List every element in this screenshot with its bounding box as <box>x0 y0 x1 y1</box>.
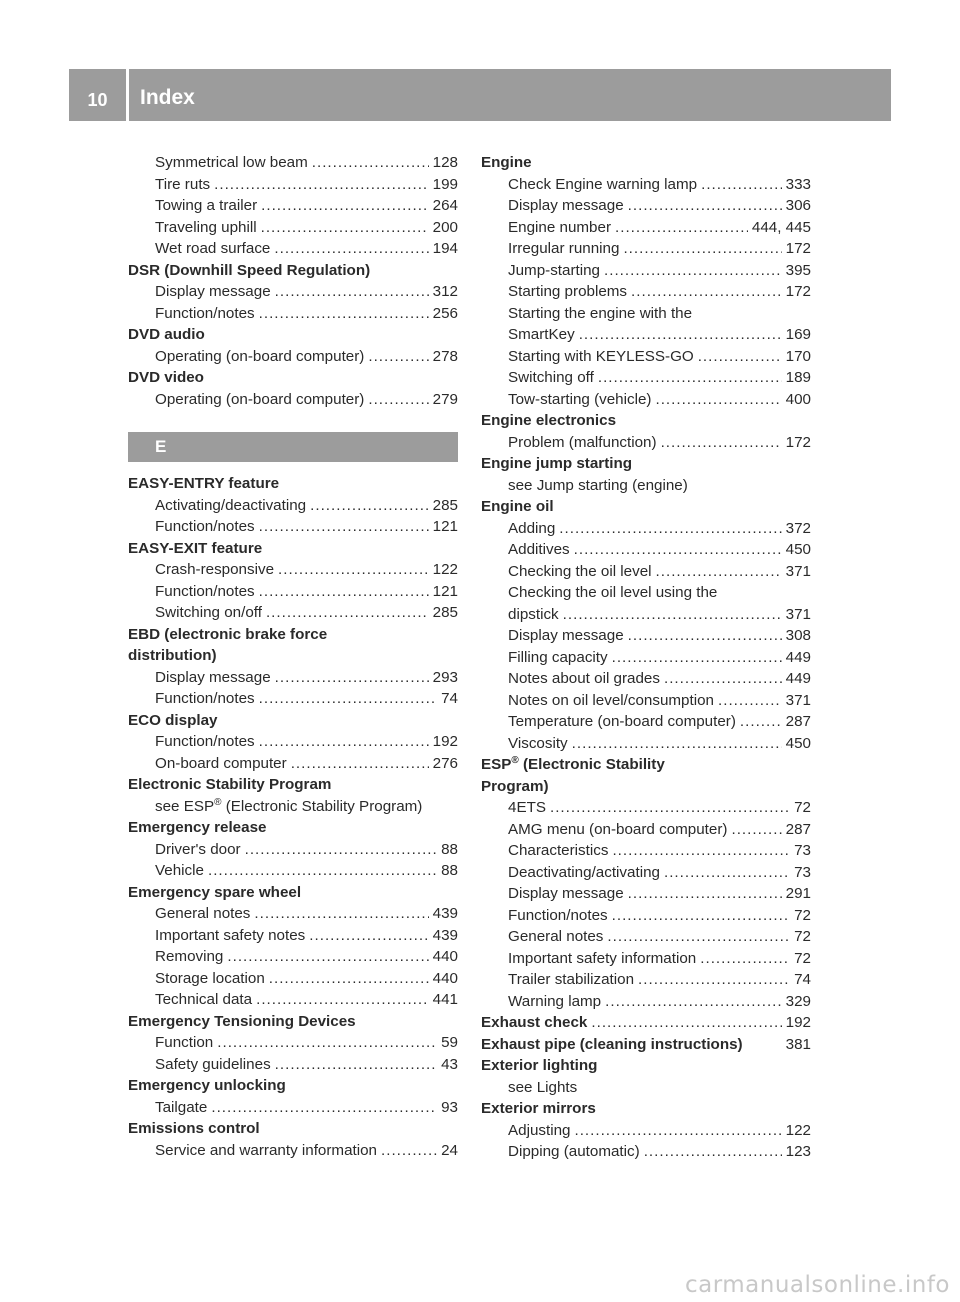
index-entry <box>481 862 811 884</box>
index-heading: Emergency release <box>128 819 267 836</box>
leader-dots <box>275 667 429 689</box>
entry-text: Towing a trailer <box>155 197 258 214</box>
leader-dots <box>214 174 429 196</box>
entry-text: Notes about oil grades <box>508 670 660 687</box>
page-ref: 308 <box>785 627 811 644</box>
entry-text: Important safety information <box>508 949 697 967</box>
entry-text: Checking the oil level <box>508 562 652 580</box>
index-entry <box>481 324 811 346</box>
page-ref: 333 <box>785 175 811 193</box>
leader-dots <box>269 968 429 990</box>
index-entry <box>481 647 811 669</box>
entry-text: Function/notes <box>155 690 255 707</box>
leader-dots <box>550 797 790 819</box>
page-ref: 194 <box>432 240 458 257</box>
leader-dots <box>259 303 429 325</box>
page-header <box>69 69 891 121</box>
entry-text: ESP <box>481 756 512 773</box>
entry-text: Dipping (automatic) <box>508 1143 640 1160</box>
index-entry <box>128 389 458 411</box>
index-heading: EASY-ENTRY feature <box>128 475 280 492</box>
index-heading: Engine jump starting <box>481 455 633 472</box>
index-entry <box>481 905 811 927</box>
index-entry <box>481 733 811 755</box>
index-entry <box>128 495 458 517</box>
leader-dots <box>740 711 782 733</box>
index-entry <box>128 217 458 239</box>
index-entry <box>481 195 811 217</box>
leader-dots <box>310 495 429 517</box>
entry-text: Deactivating/activating <box>508 863 660 881</box>
index-entry <box>128 174 458 196</box>
page-ref: 293 <box>432 668 458 686</box>
index-entry <box>128 1032 458 1054</box>
entry-text: Display message <box>155 283 271 300</box>
leader-dots <box>559 518 781 540</box>
index-heading: DVD video <box>128 369 204 386</box>
leader-dots <box>217 1032 437 1054</box>
entry-text: Adjusting <box>508 1121 571 1139</box>
index-entry <box>128 303 458 325</box>
index-entry <box>128 559 458 581</box>
page-ref: 439 <box>432 926 458 944</box>
entry-text: Function/notes <box>155 733 255 750</box>
index-subentry <box>128 796 458 818</box>
leader-dots <box>259 516 429 538</box>
entry-text: Safety guidelines <box>155 1055 271 1073</box>
leader-dots <box>628 195 782 217</box>
leader-dots <box>261 195 429 217</box>
entry-text: Display message <box>155 668 271 686</box>
leader-dots <box>598 367 782 389</box>
entry-text: Display message <box>508 627 624 644</box>
entry-text: Starting problems <box>508 283 628 300</box>
page-ref: 72 <box>794 928 811 945</box>
index-heading: Electronic Stability Program <box>128 776 332 793</box>
index-entry <box>128 516 458 538</box>
page-ref: 200 <box>432 218 458 236</box>
index-entry <box>481 174 811 196</box>
entry-text: Additives <box>508 541 570 558</box>
leader-dots <box>655 389 781 411</box>
page-ref: 440 <box>432 969 458 987</box>
leader-dots <box>259 581 429 603</box>
entry-text: General notes <box>508 928 604 945</box>
leader-dots <box>731 819 781 841</box>
letter-section-bar: E <box>128 432 458 462</box>
watermark: carmanualsonline.info <box>684 1272 950 1298</box>
entry-text: Wet road surface <box>155 240 271 257</box>
entry-text: Characteristics <box>508 842 609 859</box>
index-entry <box>481 1141 811 1163</box>
entry-text: Important safety notes <box>155 926 306 944</box>
index-entry-main <box>481 1012 811 1034</box>
index-entry <box>128 989 458 1011</box>
leader-dots <box>638 969 790 991</box>
leader-dots <box>644 1141 782 1163</box>
index-entry <box>481 518 811 540</box>
index-entry <box>481 604 811 626</box>
entry-text: Display message <box>508 885 624 902</box>
page-ref: 172 <box>785 283 811 300</box>
index-entry <box>481 625 811 647</box>
entry-text: Operating (on-board computer) <box>155 347 365 365</box>
entry-text: Filling capacity <box>508 648 608 666</box>
index-entry <box>481 711 811 733</box>
index-entry <box>481 367 811 389</box>
leader-dots <box>591 1012 781 1034</box>
leader-dots <box>631 281 782 303</box>
entry-text: Temperature (on-board computer) <box>508 713 736 730</box>
page-ref: 189 <box>785 369 811 386</box>
leader-dots <box>368 389 428 411</box>
index-entry <box>128 839 458 861</box>
leader-dots <box>656 561 782 583</box>
entry-text: Adding <box>508 519 556 537</box>
page-ref: 192 <box>432 733 458 750</box>
index-entry <box>481 690 811 712</box>
leader-dots <box>623 238 781 260</box>
index-entry <box>128 946 458 968</box>
entry-text: Function/notes <box>155 582 255 600</box>
leader-dots <box>574 1120 781 1142</box>
leader-dots <box>718 690 782 712</box>
page-ref: 279 <box>432 390 458 408</box>
index-entry <box>128 1097 458 1119</box>
index-heading: distribution) <box>128 647 217 664</box>
index-entry <box>128 968 458 990</box>
page-ref: 256 <box>432 304 458 322</box>
entry-text: Function/notes <box>508 906 608 924</box>
entry-text: (Electronic Stability <box>518 756 665 773</box>
entry-text: Warning lamp <box>508 992 602 1010</box>
entry-text: Activating/deactivating <box>155 496 307 514</box>
leader-dots <box>607 926 790 948</box>
index-entry <box>128 581 458 603</box>
leader-dots <box>275 281 429 303</box>
page-ref: 444, 445 <box>751 218 811 236</box>
leader-dots <box>312 152 429 174</box>
leader-dots <box>274 238 428 260</box>
page-ref: 93 <box>441 1098 458 1116</box>
index-entry <box>481 539 811 561</box>
page-ref: 121 <box>432 518 458 535</box>
index-entry <box>128 238 458 260</box>
entry-text: Display message <box>508 197 624 214</box>
leader-dots <box>227 946 428 968</box>
page-ref: 285 <box>432 604 458 621</box>
index-entry <box>481 238 811 260</box>
index-entry <box>481 281 811 303</box>
entry-text: 4ETS <box>508 799 546 816</box>
entry-text: Trailer stabilization <box>508 971 635 988</box>
leader-dots <box>604 260 782 282</box>
page-ref: 372 <box>785 519 811 537</box>
page-ref: 74 <box>441 690 458 707</box>
leader-dots <box>259 688 437 710</box>
entry-text: Problem (malfunction) <box>508 433 657 451</box>
page-ref: 381 <box>785 1035 811 1053</box>
entry-text: Symmetrical low beam <box>155 154 308 171</box>
leader-dots <box>261 217 429 239</box>
page-ref: 371 <box>785 691 811 709</box>
leader-dots <box>612 905 790 927</box>
leader-dots <box>259 731 429 753</box>
entry-text: Engine number <box>508 218 612 236</box>
page-number: 10 <box>87 89 108 110</box>
leader-dots <box>628 625 782 647</box>
entry-text: Switching off <box>508 369 594 386</box>
page-ref: 276 <box>432 754 458 772</box>
entry-text: Tailgate <box>155 1098 208 1116</box>
leader-dots <box>664 668 782 690</box>
page-ref: 170 <box>785 347 811 365</box>
page-ref: 439 <box>432 905 458 922</box>
index-entry <box>481 991 811 1013</box>
page-ref: 59 <box>441 1034 458 1051</box>
leader-dots <box>574 539 782 561</box>
index-column-right <box>481 152 811 1163</box>
page-ref: 441 <box>432 991 458 1008</box>
index-entry <box>481 926 811 948</box>
leader-dots <box>275 1054 437 1076</box>
index-entry <box>128 731 458 753</box>
entry-text: AMG menu (on-board computer) <box>508 820 728 838</box>
page-ref: 199 <box>432 175 458 193</box>
page-ref: 122 <box>785 1121 811 1139</box>
leader-dots <box>605 991 782 1013</box>
page-ref: 395 <box>785 261 811 279</box>
leader-dots <box>628 883 782 905</box>
page-ref: 72 <box>794 799 811 816</box>
index-column-left <box>128 152 458 1161</box>
leader-dots <box>579 324 782 346</box>
entry-text: Removing <box>155 948 224 965</box>
registered-mark: ® <box>511 754 519 766</box>
index-entry <box>481 948 811 970</box>
entry-text: Jump-starting <box>508 261 601 279</box>
leader-dots <box>381 1140 437 1162</box>
header-divider <box>126 69 129 121</box>
page-ref: 43 <box>441 1055 458 1073</box>
page-ref: 287 <box>785 713 811 730</box>
index-entry <box>481 819 811 841</box>
leader-dots <box>368 346 428 368</box>
page-ref: 449 <box>785 648 811 666</box>
entry-text: Tire ruts <box>155 175 211 193</box>
entry-text: Exhaust pipe (cleaning instructions) <box>481 1035 743 1053</box>
page-ref: 306 <box>785 197 811 214</box>
entry-text: see ESP <box>155 797 215 815</box>
leader-dots <box>245 839 437 861</box>
index-heading: Exterior lighting <box>481 1057 598 1074</box>
entry-text: Irregular running <box>508 240 620 257</box>
page-ref: 278 <box>432 347 458 365</box>
page-ref: 73 <box>794 863 811 881</box>
index-heading: DVD audio <box>128 326 205 343</box>
leader-dots <box>256 989 429 1011</box>
entry-text: Vehicle <box>155 862 204 879</box>
page-ref: 128 <box>432 154 458 171</box>
page-ref: 291 <box>785 885 811 902</box>
entry-text: Technical data <box>155 991 253 1008</box>
page-ref: 172 <box>785 240 811 257</box>
index-heading: Emissions control <box>128 1120 260 1137</box>
index-entry <box>128 925 458 947</box>
page-ref: 122 <box>432 561 458 578</box>
index-heading: Exterior mirrors <box>481 1100 596 1117</box>
index-heading: Engine <box>481 154 532 171</box>
leader-dots <box>698 346 782 368</box>
index-entry <box>128 1054 458 1076</box>
leader-dots <box>612 647 782 669</box>
page-ref: 264 <box>432 197 458 214</box>
index-entry <box>481 432 811 454</box>
leader-dots <box>700 948 790 970</box>
entry-text: Storage location <box>155 969 265 987</box>
page-ref: 450 <box>785 541 811 558</box>
entry-text: Crash-responsive <box>155 561 275 578</box>
leader-dots <box>266 602 429 624</box>
entry-text: Switching on/off <box>155 604 262 621</box>
index-entry <box>128 860 458 882</box>
page-ref: 24 <box>441 1141 458 1159</box>
index-heading <box>481 754 811 776</box>
section-title: Index <box>140 86 195 109</box>
index-entry <box>481 797 811 819</box>
page-ref: 123 <box>785 1143 811 1160</box>
page-ref: 287 <box>785 820 811 838</box>
entry-text: SmartKey <box>508 326 575 343</box>
index-entry <box>128 195 458 217</box>
leader-dots <box>563 604 782 626</box>
entry-text: Viscosity <box>508 734 568 752</box>
entry-text: Function/notes <box>155 304 255 322</box>
page-ref: 312 <box>432 283 458 300</box>
index-entry <box>128 667 458 689</box>
index-subentry: see Lights <box>508 1078 578 1096</box>
index-subentry: see Jump starting (engine) <box>508 476 688 494</box>
index-heading: DSR (Downhill Speed Regulation) <box>128 261 371 279</box>
entry-text: Starting with KEYLESS-GO <box>508 347 694 365</box>
page-ref: 440 <box>432 948 458 965</box>
index-entry <box>128 1140 458 1162</box>
index-subentry: Checking the oil level using the <box>508 584 718 601</box>
leader-dots <box>254 903 428 925</box>
index-entry <box>481 561 811 583</box>
entry-text: On-board computer <box>155 754 287 772</box>
index-entry <box>481 668 811 690</box>
page-ref: 285 <box>432 496 458 514</box>
index-entry <box>481 346 811 368</box>
page-ref: 121 <box>432 582 458 600</box>
leader-dots <box>208 860 437 882</box>
index-heading: Emergency unlocking <box>128 1077 286 1094</box>
page-ref: 169 <box>785 326 811 343</box>
entry-text: (Electronic Stability Program) <box>221 797 423 815</box>
page-ref: 192 <box>785 1014 811 1031</box>
index-subentry: Starting the engine with the <box>508 304 693 322</box>
registered-mark: ® <box>214 796 222 808</box>
page-ref: 74 <box>794 971 811 988</box>
index-heading: EASY-EXIT feature <box>128 539 263 557</box>
leader-dots <box>309 925 428 947</box>
page-ref: 371 <box>785 562 811 580</box>
index-entry <box>128 688 458 710</box>
leader-dots <box>291 753 429 775</box>
entry-text: Operating (on-board computer) <box>155 390 365 408</box>
entry-text: General notes <box>155 905 251 922</box>
index-entry <box>128 346 458 368</box>
page-ref: 88 <box>441 862 458 879</box>
page-ref: 400 <box>785 390 811 408</box>
index-heading: EBD (electronic brake force <box>128 625 328 643</box>
index-entry <box>481 840 811 862</box>
index-heading: Emergency Tensioning Devices <box>128 1012 356 1030</box>
index-entry <box>128 753 458 775</box>
entry-text: Traveling uphill <box>155 218 257 236</box>
index-entry <box>481 389 811 411</box>
entry-text: Tow-starting (vehicle) <box>508 390 652 408</box>
index-heading: Engine oil <box>481 498 554 515</box>
index-entry <box>481 969 811 991</box>
index-entry <box>481 1120 811 1142</box>
page-ref: 172 <box>785 433 811 451</box>
index-entry <box>128 903 458 925</box>
index-heading: ECO display <box>128 711 218 729</box>
index-entry <box>128 602 458 624</box>
entry-text: Notes on oil level/consumption <box>508 691 714 709</box>
leader-dots <box>615 217 748 239</box>
entry-text: Function <box>155 1034 214 1051</box>
leader-dots <box>278 559 429 581</box>
index-entry <box>481 217 811 239</box>
entry-text: dipstick <box>508 605 559 623</box>
page-ref: 371 <box>785 605 811 623</box>
page-ref: 72 <box>794 949 811 967</box>
leader-dots <box>661 432 782 454</box>
leader-dots <box>612 840 790 862</box>
entry-text: Check Engine warning lamp <box>508 175 698 193</box>
index-entry <box>481 260 811 282</box>
index-entry <box>128 152 458 174</box>
page-ref: 449 <box>785 670 811 687</box>
leader-dots <box>701 174 782 196</box>
entry-text: Service and warranty information <box>155 1141 378 1159</box>
index-entry <box>128 281 458 303</box>
index-entry <box>481 883 811 905</box>
entry-text: Exhaust check <box>481 1014 588 1031</box>
index-entry-main <box>481 1034 811 1056</box>
page-ref: 450 <box>785 734 811 752</box>
leader-dots <box>664 862 790 884</box>
index-heading: Program) <box>481 777 549 795</box>
page-ref: 73 <box>794 842 811 859</box>
entry-text: Driver's door <box>155 840 241 858</box>
page-ref: 329 <box>785 992 811 1010</box>
leader-dots <box>572 733 782 755</box>
entry-text: Function/notes <box>155 518 255 535</box>
leader-dots <box>211 1097 437 1119</box>
index-heading: Engine electronics <box>481 412 617 429</box>
page-ref: 72 <box>794 906 811 924</box>
index-heading: Emergency spare wheel <box>128 883 302 901</box>
page-ref: 88 <box>441 840 458 858</box>
